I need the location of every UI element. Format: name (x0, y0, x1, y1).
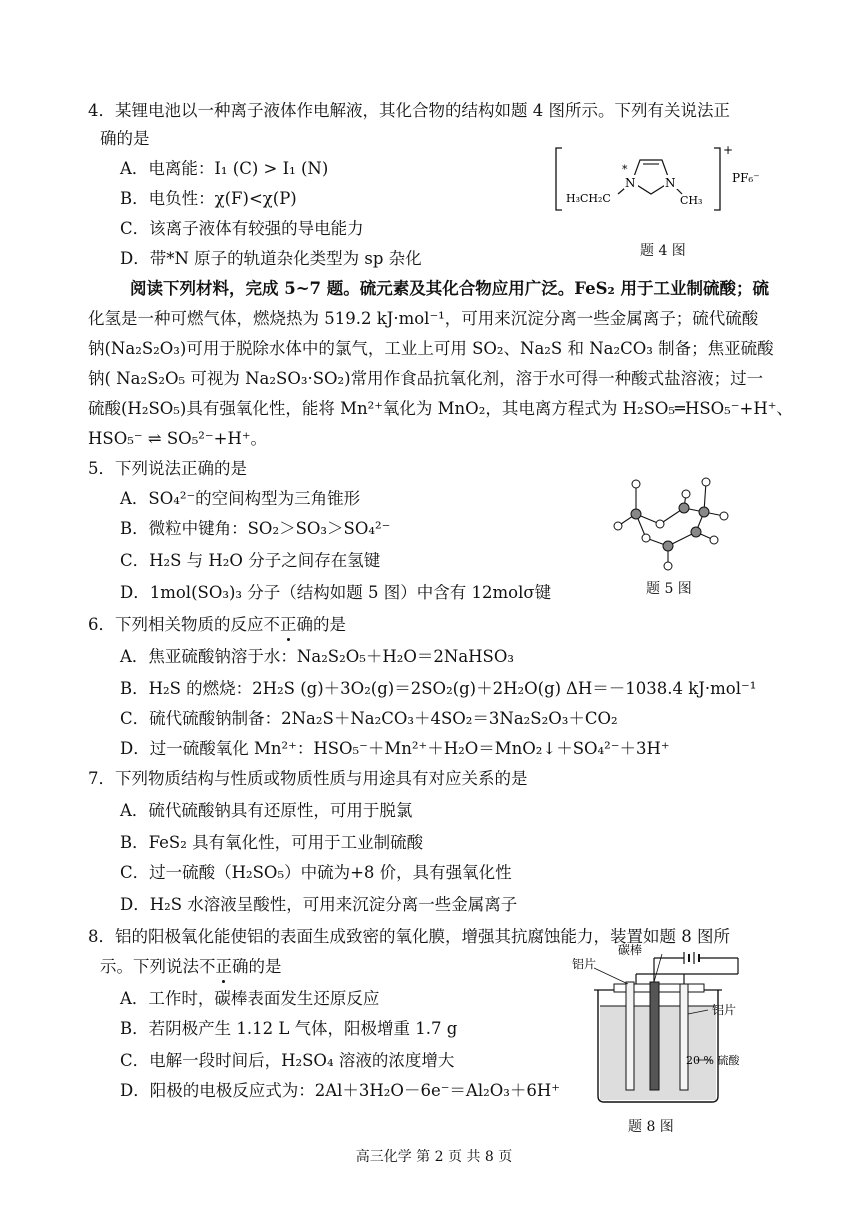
q4-fig-charge: + (723, 143, 734, 157)
reading-line1: 阅读下列材料，完成 5~7 题。硫元素及其化合物应用广泛。FeS₂ 用于工业制硫酸；硫 (130, 279, 769, 298)
q7-stem: 7．下列物质结构与性质或物质性质与用途具有对应关系的是 (88, 769, 528, 788)
q6-option-b: B．H₂S 的燃烧：2H₂S (g)＋3O₂(g)＝2SO₂(g)＋2H₂O(g) (120, 679, 562, 698)
q8-fig-label-acid: 20 % 硫酸 (686, 1054, 740, 1067)
q8-figure-caption: 题 8 图 (628, 1119, 674, 1135)
q4-figure-caption: 题 4 图 (640, 243, 686, 259)
q8-option-b: B．若阴极产生 1.12 L 气体，阳极增重 1.7 g (120, 1019, 458, 1038)
reading-line4: 钠( Na₂S₂O₅ 可视为 Na₂SO₃·SO₂)常用作食品抗氧化剂，溶于水可得一种酸式盐溶液；过一 (88, 369, 764, 388)
q4-fig-ethyl: H₃CH₂C (566, 192, 611, 205)
q8-fig-label-al-right: 铝片 (712, 1003, 737, 1017)
q8-option-d: D．阳极的电极反应式为：2Al＋3H₂O－6e⁻＝Al₂O₃＋6H⁺ (120, 1081, 560, 1100)
q6-stem-pre: 6．下列相关物质的反应 (88, 615, 264, 634)
q4-option-d: D．带*N 原子的轨道杂化类型为 sp 杂化 (120, 249, 422, 268)
q6-stem-post: 的是 (313, 615, 346, 634)
q6-option-a: A．焦亚硫酸钠溶于水：Na₂S₂O₅＋H₂O＝2NaHSO₃ (120, 647, 515, 666)
q8-stem-post: 的是 (248, 957, 282, 976)
q4-stem-line1: 4．某锂电池以一种离子液体作电解液，其化合物的结构如题 4 图所示。下列有关说法正 (88, 101, 730, 120)
reading-line6: HSO₅⁻ ⇌ SO₅²⁻+H⁺。 (88, 429, 268, 448)
q4-fig-n1: N (625, 176, 636, 190)
q7-option-d: D．H₂S 水溶液呈酸性，可用来沉淀分离一些金属离子 (120, 895, 518, 914)
q6-stem-emphasis: 不正确 (263, 615, 313, 634)
q8-option-a: A．工作时，碳棒表面发生还原反应 (120, 989, 380, 1008)
q7-option-b: B．FeS₂ 具有氧化性，可用于工业制硫酸 (120, 833, 424, 852)
q5-stem: 5．下列说法正确的是 (88, 459, 247, 478)
reading-line5: 硫酸(H₂SO₅)具有强氧化性，能将 Mn²⁺氧化为 MnO₂，其电离方程式为 H₂SO₅═HSO₅⁻+H⁺、 (88, 399, 793, 418)
reading-line2: 化氢是一种可燃气体，燃烧热为 519.2 kJ·mol⁻¹，可用来沉淀分离一些金属离子；硫代硫酸 (88, 309, 759, 328)
q5-option-a: A．SO₄²⁻的空间构型为三角锥形 (120, 489, 361, 508)
q8-stem-emphasis: 不正确 (199, 957, 249, 976)
q8-electrolysis-figure (566, 944, 756, 1114)
reading-line3: 钠(Na₂S₂O₃)可用于脱除水体中的氯气，工业上可用 SO₂、Na₂S 和 Na₂CO₃ 制备；焦亚硫酸 (88, 339, 774, 358)
q8-stem-line1: 8．铝的阳极氧化能使铝的表面生成致密的氧化膜，增强其抗腐蚀能力，装置如题 8 图所 (88, 927, 730, 946)
q4-option-a: A．电离能：I₁ (C) > I₁ (N) (120, 159, 329, 178)
q8-option-c: C．电解一段时间后，H₂SO₄ 溶液的浓度增大 (120, 1051, 455, 1070)
q8-stem-line2 (100, 956, 282, 978)
q5-trimer-figure (596, 466, 746, 576)
q8-fig-label-al-top: 铝片 (572, 957, 597, 971)
q6-stem (88, 614, 346, 636)
q4-fig-n2: N (665, 176, 676, 190)
q6-option-b-enthalpy: ΔH＝－1038.4 kJ·mol⁻¹ (566, 679, 757, 698)
q6-option-c: C．硫代硫酸钠制备：2Na₂S＋Na₂CO₃＋4SO₂＝3Na₂S₂O₃＋CO₂ (120, 709, 618, 728)
q5-option-c: C．H₂S 与 H₂O 分子之间存在氢键 (120, 551, 381, 570)
q4-stem-line2: 确的是 (100, 129, 150, 148)
q4-option-c: C．该离子液体有较强的导电能力 (120, 219, 364, 238)
q4-structure-figure (552, 140, 782, 220)
q5-option-d: D．1mol(SO₃)₃ 分子（结构如题 5 图）中含有 12molσ键 (120, 583, 552, 602)
q7-option-a: A．硫代硫酸钠具有还原性，可用于脱氯 (120, 801, 413, 820)
q5-figure-caption: 题 5 图 (646, 581, 692, 597)
page-footer: 高三化学 第 2 页 共 8 页 (355, 1149, 513, 1165)
q8-stem-pre: 示。下列说法 (100, 957, 199, 976)
q5-option-b: B．微粒中键角：SO₂＞SO₃＞SO₄²⁻ (120, 519, 391, 538)
q4-fig-anion: PF₆⁻ (732, 171, 760, 185)
q8-fig-label-carbon: 碳棒 (618, 944, 643, 957)
q7-option-c: C．过一硫酸（H₂SO₅）中硫为+8 价，具有强氧化性 (120, 863, 512, 882)
q4-fig-methyl: CH₃ (680, 194, 703, 207)
q4-option-b: B．电负性：χ(F)<χ(P) (120, 189, 297, 208)
q4-fig-star: * (622, 163, 628, 176)
q6-option-d: D．过一硫酸氧化 Mn²⁺：HSO₅⁻＋Mn²⁺＋H₂O＝MnO₂↓＋SO₄²⁻＋3H⁺ (120, 739, 670, 758)
